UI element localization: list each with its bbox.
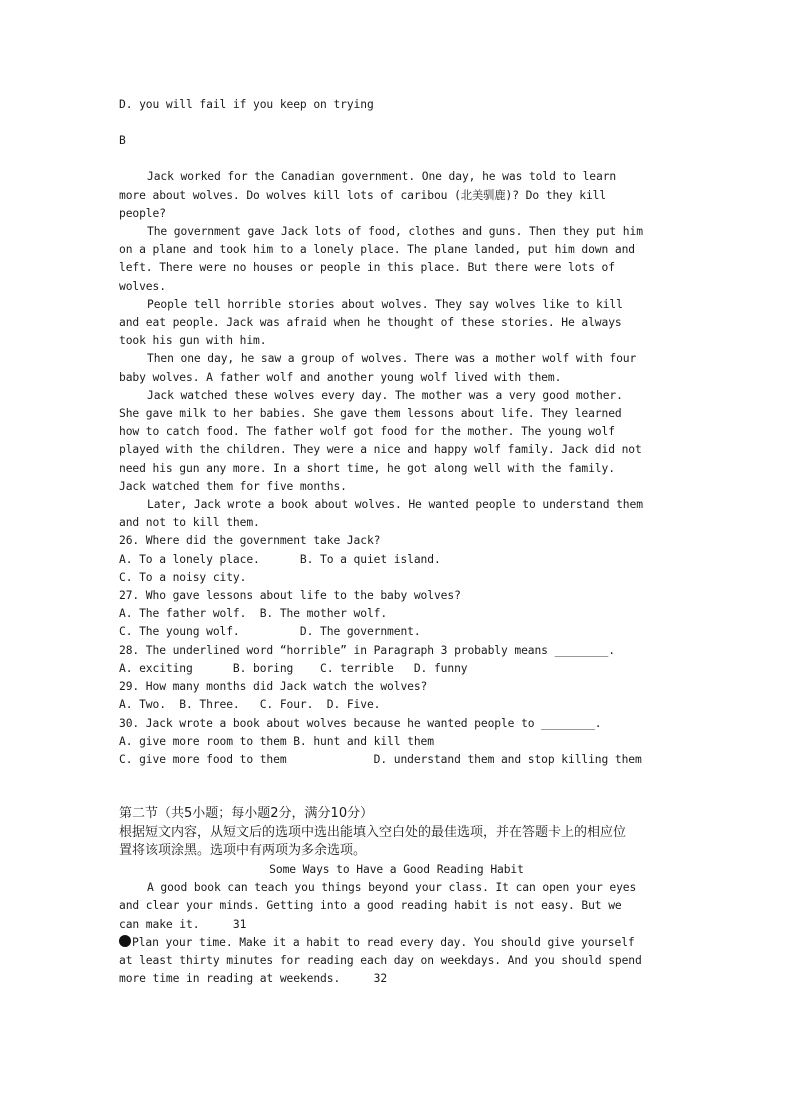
question-26: 26. Where did the government take Jack? (119, 534, 381, 548)
question-option-line: C. To a noisy city. (119, 570, 247, 584)
passage-line: took his gun with him. (119, 334, 267, 348)
document-page (119, 96, 674, 988)
article-title: Some Ways to Have a Good Reading Habit (269, 862, 524, 876)
article-line: can make it. 31 (119, 917, 247, 931)
passage-line: Then one day, he saw a group of wolves. There was a mother wolf with four (147, 352, 637, 366)
article-point-text: Plan your time. Make it a habit to read every day. You should give yourself (132, 935, 635, 949)
article-line: at least thirty minutes for reading each day on weekdays. And you should spend (119, 953, 642, 967)
question-option-line: A. exciting B. boring C. terrible D. funny (119, 661, 468, 675)
passage-line: need his gun any more. In a short time, he got along well with the family. (119, 461, 615, 475)
question-28: 28. The underlined word “horrible” in Paragraph 3 probably means ________. (119, 643, 615, 657)
question-option-line: A. The father wolf. B. The mother wolf. (119, 607, 388, 621)
passage-line: and not to kill them. (119, 516, 260, 530)
question-option-line: C. The young wolf. D. The government. (119, 625, 421, 639)
question-option-line: A. give more room to them B. hunt and kill them (119, 734, 434, 748)
passage-line: and eat people. Jack was afraid when he thought of these stories. He always (119, 316, 622, 330)
article-point (119, 934, 674, 952)
passage-line: People tell horrible stories about wolves. They say wolves like to kill (147, 297, 623, 311)
question-option-line: A. To a lonely place. B. To a quiet island. (119, 552, 441, 566)
article-line: and clear your minds. Getting into a good reading habit is not easy. But we (119, 899, 622, 913)
section2-instruction: 根据短文内容，从短文后的选项中选出能填入空白处的最佳选项，并在答题卡上的相应位 (119, 824, 627, 840)
passage-line: more about wolves. Do wolves kill lots of caribou (北美驯鹿)? Do they kill (119, 188, 607, 202)
passage-line: Jack worked for the Canadian government. One day, he was told to learn (147, 170, 617, 184)
passage-line: The government gave Jack lots of food, clothes and guns. Then they put him (147, 225, 643, 239)
question-option-line: C. give more food to them D. understand them and stop killing them (119, 752, 642, 766)
passage-line: Jack watched these wolves every day. The mother was a very good mother. (147, 388, 623, 402)
passage-line: baby wolves. A father wolf and another young wolf lived with them. (119, 370, 562, 384)
question-27: 27. Who gave lessons about life to the baby wolves? (119, 589, 461, 603)
passage-line: played with the children. They were a nice and happy wolf family. Jack did not (119, 443, 642, 457)
passage-line: Jack watched them for five months. (119, 479, 347, 493)
section2-instruction: 置将该项涂黑。选项中有两项为多余选项。 (119, 843, 367, 859)
passage-line: people? (119, 206, 166, 220)
article-line: A good book can teach you things beyond your class. It can open your eyes (147, 881, 637, 895)
bullet-icon (119, 935, 131, 947)
question-option-line: A. Two. B. Three. C. Four. D. Five. (119, 698, 381, 712)
passage-line: She gave milk to her babies. She gave them lessons about life. They learned (119, 407, 622, 421)
section2-title: 第二节（共5小题；每小题2分，满分10分） (119, 806, 374, 822)
question-30: 30. Jack wrote a book about wolves because he wanted people to ________. (119, 716, 602, 730)
passage-line: Later, Jack wrote a book about wolves. He wanted people to understand them (147, 498, 643, 512)
article-line: more time in reading at weekends. 32 (119, 972, 388, 986)
passage-line: wolves. (119, 279, 166, 293)
section-label: B (119, 134, 126, 148)
passage-line: left. There were no houses or people in this place. But there were lots of (119, 261, 615, 275)
passage-line: how to catch food. The father wolf got food for the mother. The young wolf (119, 425, 615, 439)
passage-line: on a plane and took him to a lonely place. The plane landed, put him down and (119, 243, 636, 257)
option-d-line: D. you will fail if you keep on trying (119, 98, 374, 111)
question-29: 29. How many months did Jack watch the wolves? (119, 680, 428, 694)
